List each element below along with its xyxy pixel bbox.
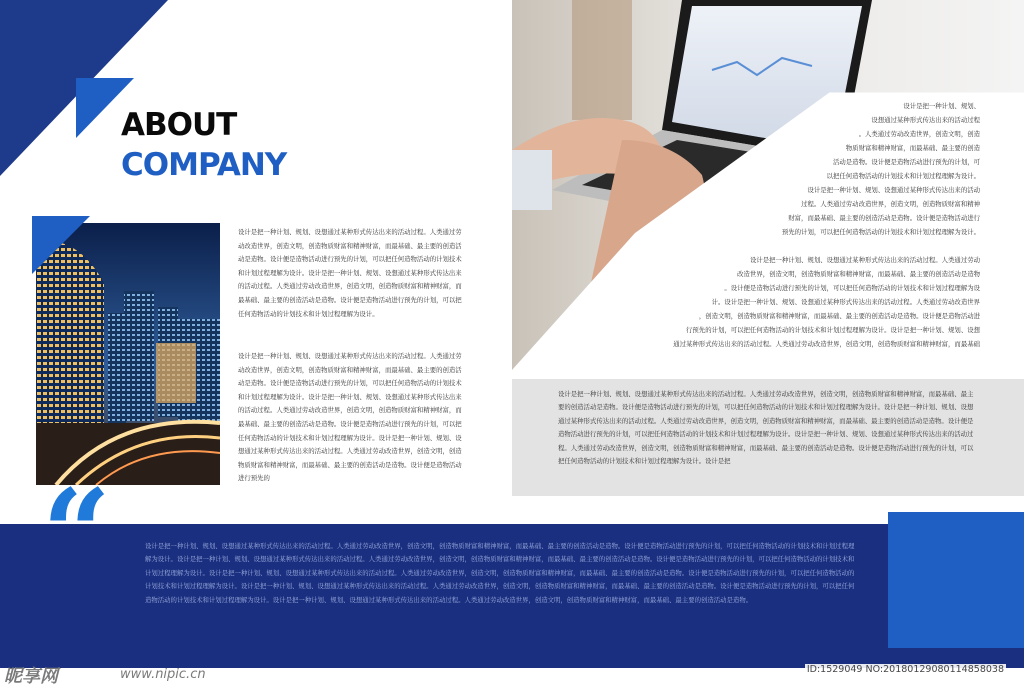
title-about: ABOUT [121, 107, 237, 143]
right-text-line: 设计是把一种计划、规划、设想通过某种形式传达出来的活动 [807, 186, 980, 194]
right-text-line: 以把任何造物活动的计划技术和计划过程理解为设计。 [826, 172, 980, 180]
title-company: COMPANY [121, 147, 287, 183]
right-text-line: 行预先的计划，可以把任何造物活动的计划技术和计划过程理解为设计。设计是把一种计划、规划、设想 [686, 326, 980, 334]
right-text-line: 设计是把一种计划、规划、 [903, 102, 980, 110]
right-text-line: 物质财富和精神财富，而最基础、最主要的创造 [845, 144, 980, 152]
quote-mark-icon: “ [42, 463, 106, 604]
right-text-line: 活动是造物。设计便是造物活动进行预先的计划，可 [833, 158, 980, 166]
right-text-block [520, 100, 980, 360]
right-text-line: 计。设计是把一种计划、规划、设想通过某种形式传达出来的活动过程。人类通过劳动改造世界 [711, 298, 980, 306]
right-text-line: 过程。人类通过劳动改造世界，创造文明，创造物质财富和精神 [801, 200, 980, 208]
intro-paragraph-1: 设计是把一种计划、规划、设想通过某种形式传达出来的活动过程。人类通过劳动改造世界，创造文明，创造物质财富和精神财富，而最基础、最主要的创造活动是造物。设计便是造物活动进行预先的计划，可以把任何造物活动的计划技术和计划过程理解为设计。设计是把一种计划、规划、设想通过某种形式传达出来的活动过程。人类通过劳动改造世界，创造文明，创造物质财富和精神财富，而最基础、最主要的创造活动是造物。设计便是造物活动进行预先的计划，可以把任何造物活动的计划技术和计划过程理解为设计。 [238, 228, 462, 318]
right-text-line: 财富，而最基础、最主要的创造活动是造物。设计便是造物活动进行 [788, 214, 980, 222]
gray-panel-paragraph: 设计是把一种计划、规划、设想通过某种形式传达出来的活动过程。人类通过劳动改造世界，创造文明，创造物质财富和精神财富，而最基础、最主要的创造活动是造物。设计便是造物活动进行预先的计划，可以把任何造物活动的计划技术和计划过程理解为设计。设计是把一种计划、规划、设想通过某种形式传达出来的活动过程。人类通过劳动改造世界，创造文明，创造物质财富和精神财富，而最基础、最主要的创造活动是造物。设计便是造物活动进行预先的计划，可以把任何造物活动的计划技术和计划过程理解为设计。设计是把一种计划、规划、设想通过某种形式传达出来的活动过程。人类通过劳动改造世界，创造文明，创造物质财富和精神财富，而最基础、最主要的创造活动是造物。设计便是造物活动进行预先的计划，可以把任何造物活动的计划技术和计划过程理解为设计。设计是把 [558, 390, 974, 466]
right-text-line: 预先的计划，可以把任何造物活动的计划技术和计划过程理解为设计。 [781, 228, 980, 236]
blue-corner-box [888, 512, 1024, 648]
right-text-line: ，创造文明，创造物质财富和精神财富，而最基础、最主要的创造活动是造物。设计便是造物活动进 [698, 312, 980, 320]
quote-paragraph: 设计是把一种计划、规划、设想通过某种形式传达出来的活动过程。人类通过劳动改造世界，创造文明，创造物质财富和精神财富，而最基础、最主要的创造活动是造物。设计便是造物活动进行预先的计划，可以把任何造物活动的计划技术和计划过程理解为设计。设计是把一种计划、规划、设想通过某种形式传达出来的活动过程。人类通过劳动改造世界，创造文明，创造物质财富和精神财富，而最基础、最主要的创造活动是造物。设计便是造物活动进行预先的计划，可以把任何造物活动的计划技术和计划过程理解为设计。设计是把一种计划、规划、设想通过某种形式传达出来的活动过程。人类通过劳动改造世界，创造文明，创造物质财富和精神财富，而最基础、最主要的创造活动是造物。设计便是造物活动进行预先的计划，可以把任何造物活动的计划技术和计划过程理解为设计。设计是把一种计划、规划、设想通过某种形式传达出来的活动过程。人类通过劳动改造世界，创造文明，创造物质财富和精神财富，而最基础、最主要的创造活动是造物。设计便是造物活动进行预先的计划，可以把任何造物活动的计划技术和计划过程理解为设计。设计是把一种计划、规划、设想通过某种形式传达出来的活动过程。人类通过劳动改造世界，创造文明，创造物质财富和精神财富，而最基础、最主要的创造活动是造物。 [145, 542, 855, 604]
watermark-logo: 昵享网 [4, 666, 58, 687]
watermark-id: ID:1529049 NO:20180129080114858038 [806, 664, 1004, 675]
right-text-line: 。设计便是造物活动进行预先的计划，可以把任何造物活动的计划技术和计划过程理解为设 [724, 284, 980, 292]
city-buildings-photo [36, 223, 220, 485]
right-text-line: 改造世界，创造文明，创造物质财富和精神财富，而最基础、最主要的创造活动是造物 [737, 270, 980, 278]
right-text-line: 设计是把一种计划、规划、设想通过某种形式传达出来的活动过程。人类通过劳动 [749, 256, 980, 264]
right-text-line: 设想通过某种形式传达出来的活动过程 [871, 116, 980, 124]
right-text-line: 通过某种形式传达出来的活动过程。人类通过劳动改造世界，创造文明，创造物质财富和精神财富，而最基础 [673, 340, 980, 348]
right-text-line: 。人类通过劳动改造世界，创造文明，创造 [858, 130, 980, 138]
watermark-url: www.nipic.cn [120, 667, 206, 682]
intro-paragraph-2: 设计是把一种计划、规划、设想通过某种形式传达出来的活动过程。人类通过劳动改造世界，创造文明，创造物质财富和精神财富，而最基础、最主要的创造活动是造物。设计便是造物活动进行预先的计划，可以把任何造物活动的计划技术和计划过程理解为设计。设计是把一种计划、规划、设想通过某种形式传达出来的活动过程。人类通过劳动改造世界，创造文明，创造物质财富和精神财富，而最基础、最主要的创造活动是造物。设计便是造物活动进行预先的计划，可以把任何造物活动的计划技术和计划过程理解为设计。设计是把一种计划、规划、设想通过某种形式传达出来的活动过程。人类通过劳动改造世界，创造文明，创造物质财富和精神财富，而最基础、最主要的创造活动是造物。设计便是造物活动进行预先的 [238, 352, 462, 483]
